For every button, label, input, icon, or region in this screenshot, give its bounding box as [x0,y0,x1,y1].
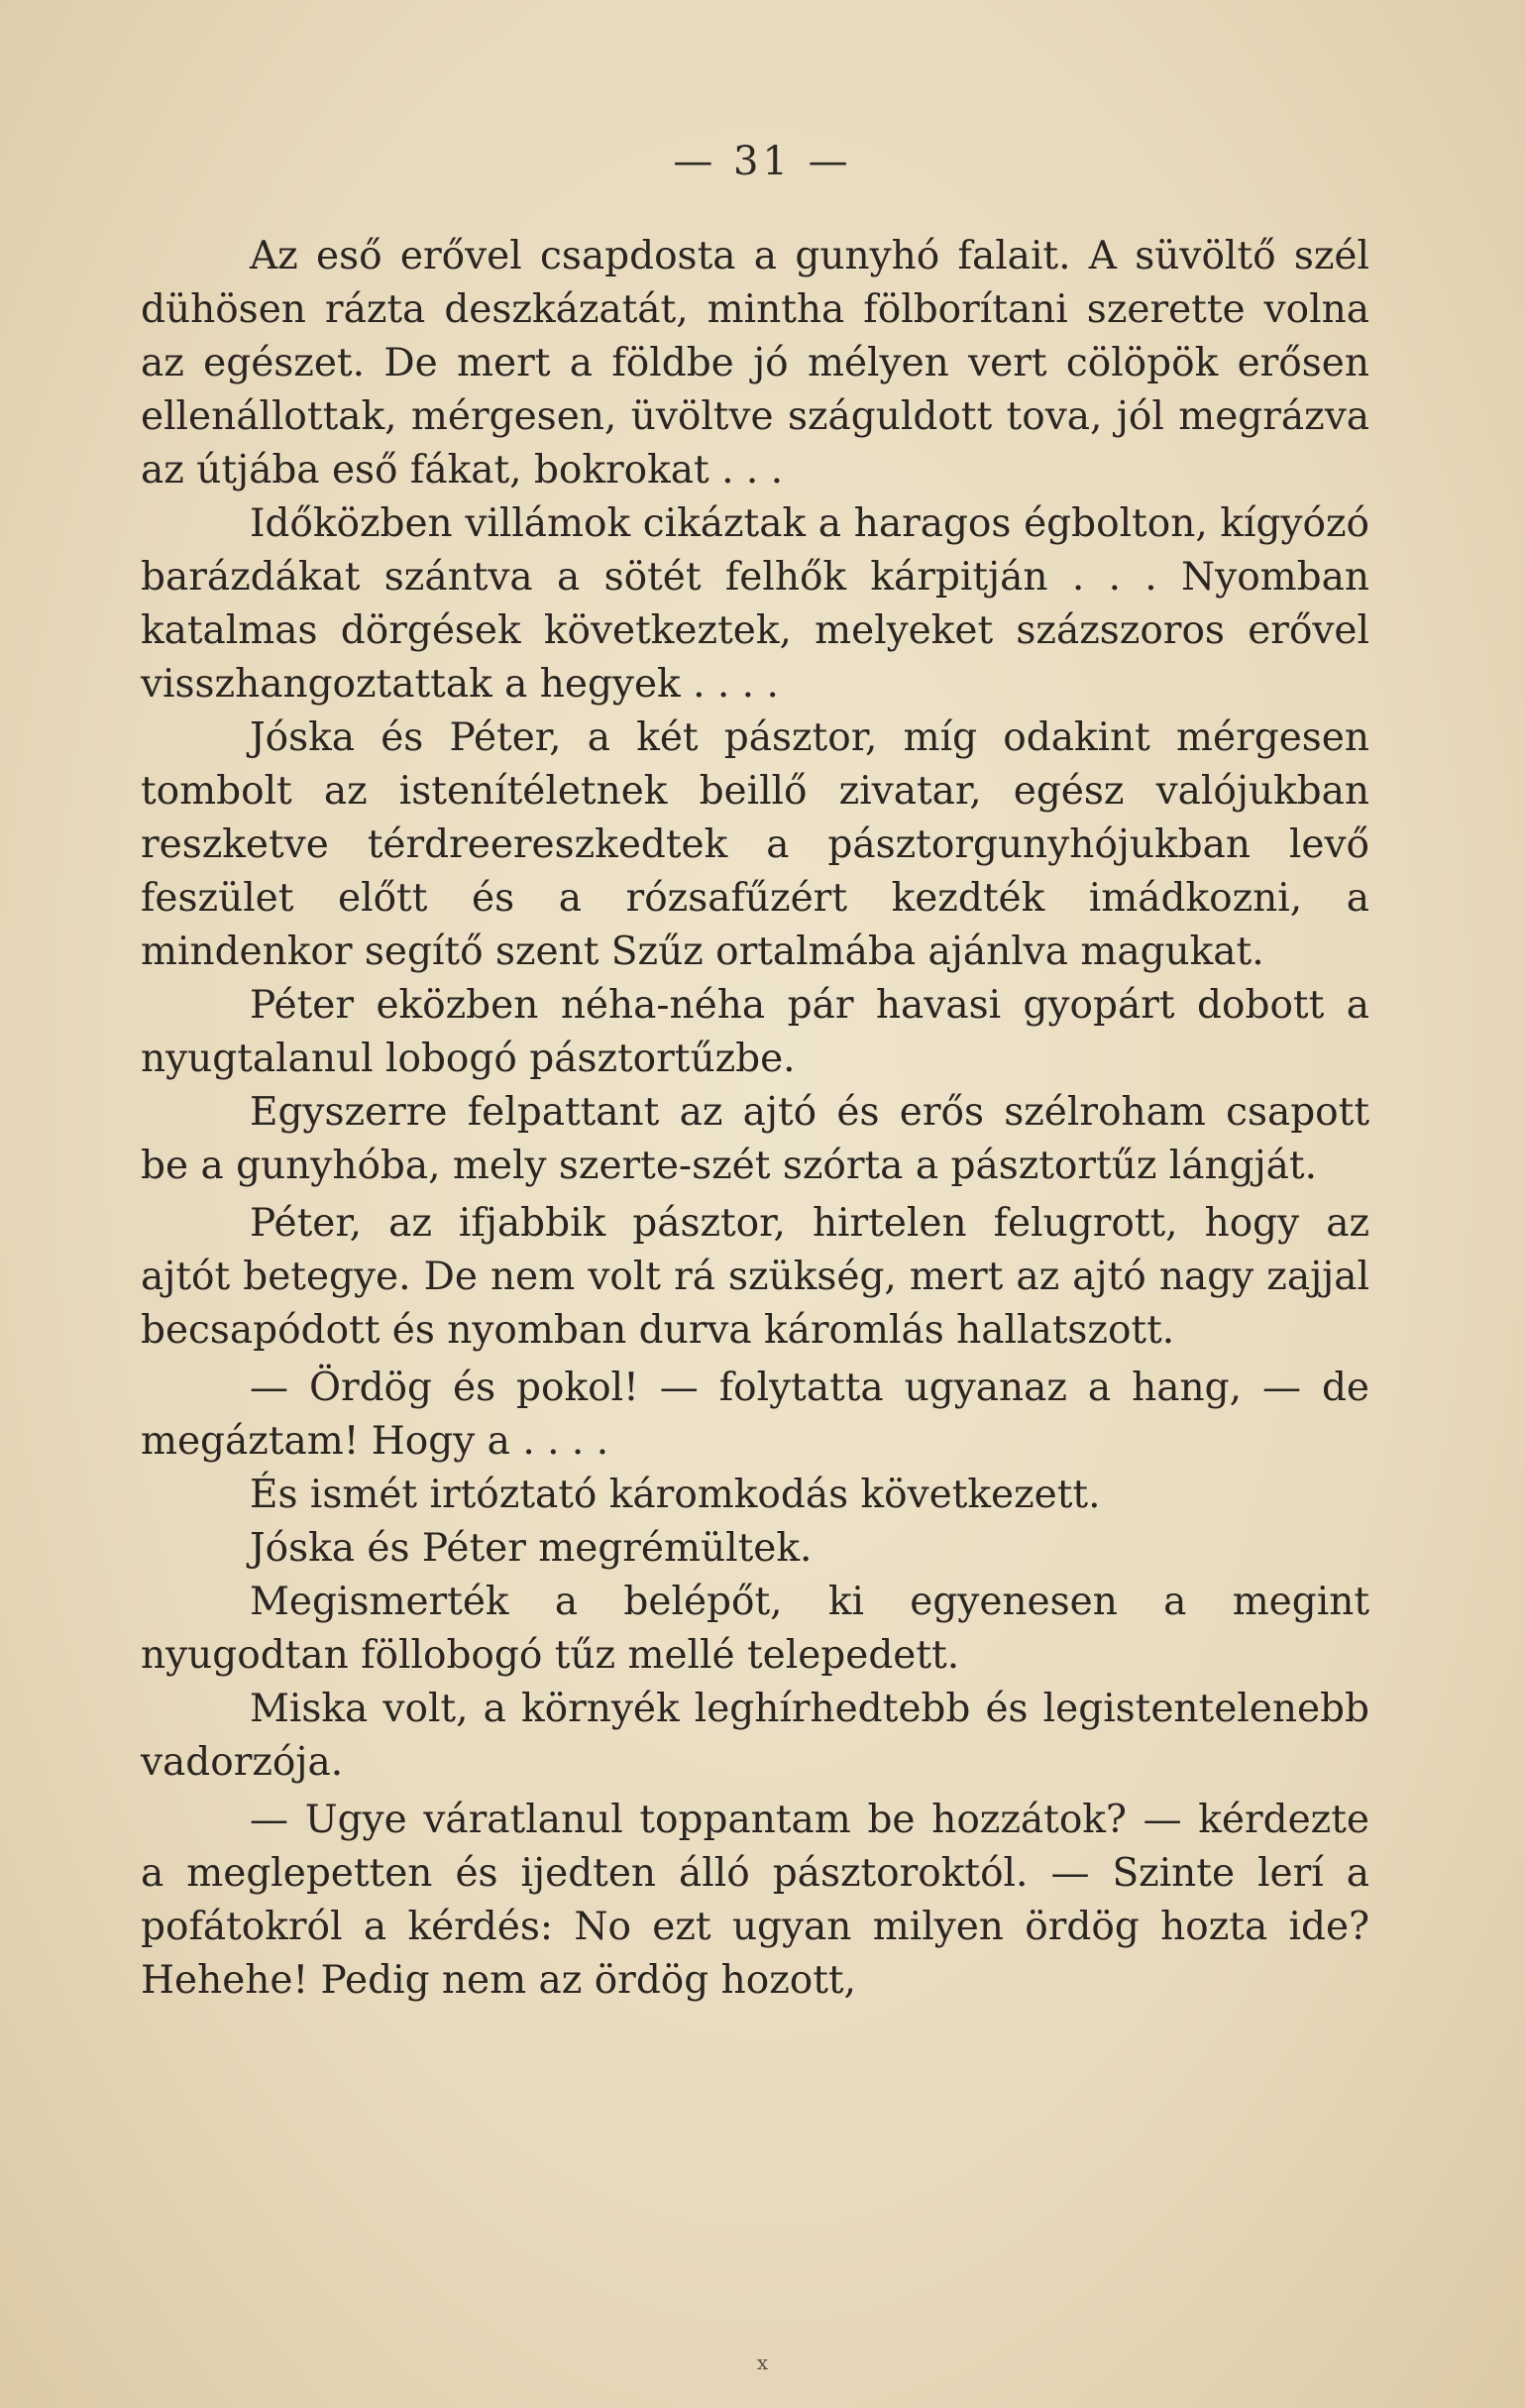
paragraph-6: Péter, az ifjabbik pásztor, hirtelen felugrott, hogy az ajtót betegye. De nem volt rá szükség, mert az ajtó nagy zajjal becsapódott és nyomban durva káromlás hallatszott. [141,1201,1369,1353]
paragraph-8: És ismét irtóztató káromkodás következett. [250,1473,1101,1517]
paragraph-5: Egyszerre felpattant az ajtó és erős szélroham csapott be a gunyhóba, mely szerte-szét szórta a pásztortűz lángját. [141,1090,1369,1188]
paragraph-4: Péter eközben néha-néha pár havasi gyopárt dobott a nyugtalanul lobogó pásztortűzbe. [141,983,1369,1081]
paragraph-9: Jóska és Péter megrémültek. [250,1526,813,1571]
page-number: — 31 — [673,139,852,184]
paragraph-7: — Ördög és pokol! — folytatta ugyanaz a hang, — de megáztam! Hogy a . . . . [141,1366,1369,1464]
paragraph-3: Jóska és Péter, a két pásztor, míg odakint mérgesen tombolt az istenítéletnek beillő zivatar, egész valójukban reszketve térdreereszkedtek a pásztorgunyhójukban levő feszület előtt és a rózsafűzért kezdték imádkozni, a mindenkor segítő szent Szűz ortalmába ajánlva magukat. [141,715,1369,974]
paragraph-2: Időközben villámok cikáztak a haragos égbolton, kígyózó barázdákat szántva a sötét felhők kárpitján . . . Nyomban katalmas dörgések következtek, melyeket százszoros erővel visszhangoztattak a hegyek . . . . [141,501,1369,707]
paragraph-1: Az eső erővel csapdosta a gunyhó falait. A süvöltő szél dühösen rázta deszkázatát, mintha fölborítani szerette volna az egészet. De mert a földbe jó mélyen vert cölöpök erősen ellenállottak, mérgesen, üvöltve száguldott tova, jól megrázva az útjába eső fákat, bokrokat . . . [141,234,1369,493]
body-text [141,230,1369,2008]
paragraph-10: Megismerték a belépőt, ki egyenesen a megint nyugodtan föllobogó tűz mellé telepedett. [141,1580,1369,1678]
paragraph-12: — Ugye váratlanul toppantam be hozzátok? — kérdezte a meglepetten és ijedten álló pásztoroktól. — Szinte lerí a pofátokról a kérdés: No ezt ugyan milyen ördög hozta ide? Hehehe! Pedig nem az ördög hozott, [141,1798,1369,2003]
paragraph-11: Miska volt, a környék leghírhedtebb és legistentelenebb vadorzója. [141,1687,1369,1785]
signature-mark: x [756,2351,769,2374]
